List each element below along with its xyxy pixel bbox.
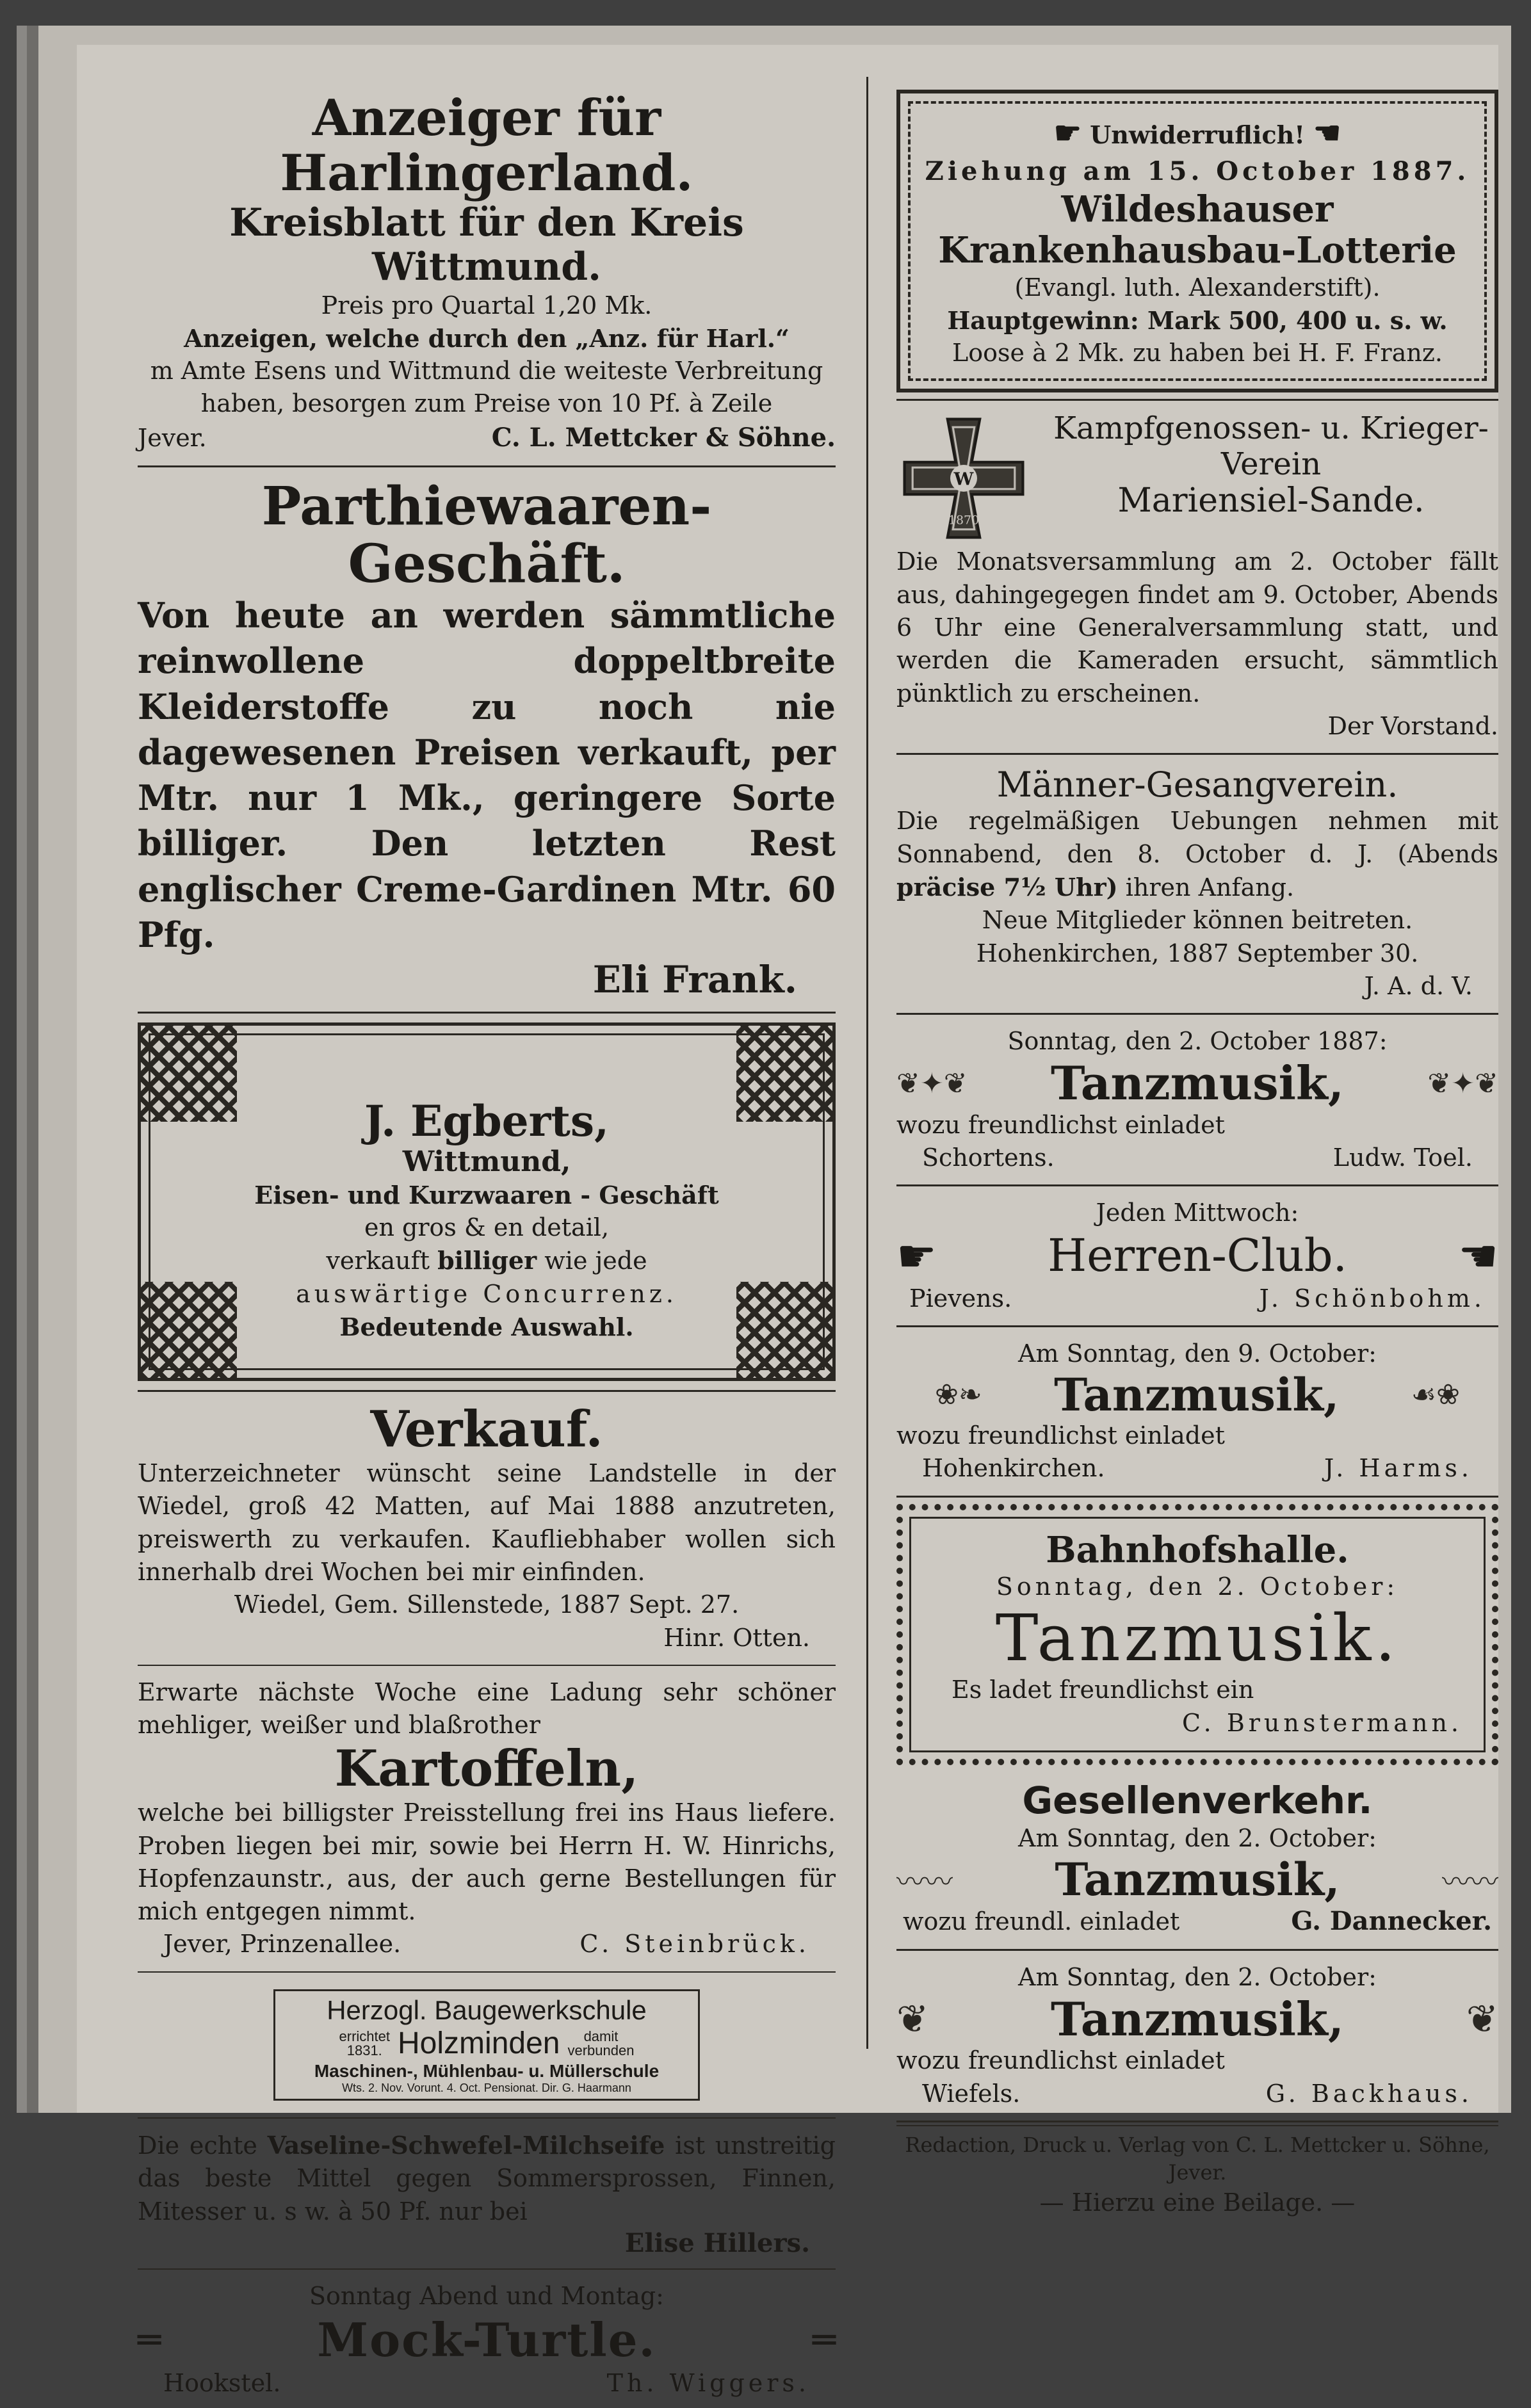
scroll-ornament-icon: ❦ (1466, 1996, 1498, 2042)
vaseline-product: Vaseline-Schwefel-Milchseife (267, 2131, 665, 2160)
bahnhof-date: Sonntag, den 2. October: (996, 1572, 1399, 1601)
bahnhof-invite: Es ladet freundlichst ein (952, 1676, 1254, 1704)
lotterie-title2: Krankenhausbau-Lotterie (938, 229, 1457, 272)
tanz1-invite: wozu freundlichst einladet (896, 1110, 1225, 1139)
krieger-text: Die Monatsversammlung am 2. October fällt aus, dahingegegen findet am 9. October, Abends 6 Uhr eine Generalversammlung statt, und werden die Kameraden ersucht, sämmtlich pünktlich zu erscheinen. (896, 547, 1498, 707)
krieger-title2: Verein (1220, 446, 1322, 482)
pointing-hand-icon: ☚ (1458, 1229, 1498, 1282)
krieger-title1: Kampfgenossen- u. Krieger- (1053, 410, 1489, 447)
lotterie-ad (896, 90, 1498, 392)
masthead-price: Preis pro Quartal 1,20 Mk. (321, 291, 652, 319)
egberts-line5: Bedeutende Auswahl. (339, 1313, 634, 1342)
divider (896, 399, 1498, 401)
herren-signature: J. Schönbohm. (1259, 1284, 1486, 1313)
egberts-line2: en gros & en detail, (364, 1213, 610, 1242)
tanz2-ad (896, 1330, 1498, 1493)
pointing-hand-icon: ☛ (896, 1229, 937, 1282)
masthead-publisher: C. L. Mettcker & Söhne. (491, 422, 836, 453)
pointing-hand-icon: ☚ (1313, 115, 1341, 151)
kartoffeln-place: Jever, Prinzenallee. (163, 1930, 401, 1959)
gesellen-big: Tanzmusik, (1055, 1852, 1340, 1906)
maenner-line2: Neue Mitglieder können beitreten. (982, 906, 1413, 935)
tanz3-date: Am Sonntag, den 2. October: (1018, 1962, 1377, 1991)
mock-ad (138, 2272, 836, 2408)
herren-line1: Jeden Mittwoch: (1096, 1199, 1299, 1227)
gesellen-date: Am Sonntag, den 2. October: (1018, 1823, 1377, 1852)
kartoffeln-intro: Erwarte nächste Woche eine Ladung sehr schöner mehliger, weißer und blaßrother (138, 1677, 836, 1740)
partie-signature: Eli Frank. (592, 958, 797, 1002)
kartoffeln-text: welche bei billigster Preisstellung frei ins Haus liefere. Proben liegen bei mir, sowie bei Herrn H. W. Hinrichs, Hopfenzaunstr., aus, der auch gerne Bestellungen für mich entgegen nimmt. (138, 1798, 836, 1926)
ornament-corner (736, 1282, 832, 1378)
tanz1-signature: Ludw. Toel. (1333, 1143, 1473, 1172)
gesellen-ad (896, 1772, 1498, 1946)
footer-line1: Redaction, Druck u. Verlag von C. L. Mettcker u. Söhne, Jever. (905, 2133, 1490, 2185)
divider (138, 2117, 836, 2119)
tanz3-invite: wozu freundlichst einladet (896, 2046, 1225, 2075)
egberts-line1: Eisen- und Kurzwaaren - Geschäft (254, 1180, 719, 1209)
masthead-place: Jever. (138, 423, 207, 452)
verkauf-dateline: Wiedel, Gem. Sillenstede, 1887 Sept. 27. (234, 1590, 740, 1619)
bahnhof-signature: C. Brunstermann. (1181, 1708, 1462, 1737)
mock-signature: Th. Wiggers. (606, 2369, 810, 2398)
pointing-hand-icon: ☛ (1053, 115, 1081, 151)
tanz3-title: Tanzmusik, (1051, 1992, 1344, 2047)
masthead-ads-line3: haben, besorgen zum Preise von 10 Pf. à Zeile (200, 389, 773, 418)
baugewerk-line2: errichtet 1831. Holzminden damit verbunden (339, 2026, 635, 2061)
footer-line2: — Hierzu eine Beilage. — (1039, 2188, 1356, 2217)
kartoffeln-signature: C. Steinbrück. (579, 1930, 810, 1959)
kartoffeln-footer (138, 1928, 836, 1960)
partie-title: Parthiewaaren-Geschäft. (261, 475, 712, 595)
masthead (138, 83, 836, 463)
gesellen-signature: G. Dannecker. (1291, 1905, 1492, 1936)
tanz3-ad (896, 1953, 1498, 2118)
baugewerk-ad (138, 1975, 836, 2115)
baugewerk-box (273, 1989, 700, 2101)
divider (138, 1971, 836, 1973)
scroll-ornament-icon: ❦ (896, 1996, 929, 2042)
mock-place: Hookstel. (163, 2369, 281, 2398)
divider (896, 1496, 1498, 1498)
lotterie-line4: Hauptgewinn: Mark 500, 400 u. s. w. (947, 305, 1448, 335)
scroll-ornament-icon: 〰〰 (896, 1866, 953, 1899)
footer (896, 2129, 1498, 2227)
svg-text:1870: 1870 (948, 513, 980, 528)
herren-place: Pievens. (909, 1284, 1012, 1313)
baugewerk-town: Holzminden (398, 2026, 560, 2061)
tanz3-signature: G. Backhaus. (1265, 2079, 1473, 2108)
floral-ornament-icon: ☙❀ (1411, 1378, 1460, 1412)
winged-cherub-icon: ❦✦❦ (1427, 1067, 1498, 1100)
masthead-title: Anzeiger für Harlingerland. (280, 89, 693, 202)
tanz2-title: Tanzmusik, (1054, 1368, 1340, 1422)
partie-ad (138, 470, 836, 1010)
verkauf-signature: Hinr. Otten. (663, 1623, 810, 1652)
lotterie-line2: Ziehung am 15. October 1887. (925, 156, 1470, 186)
masthead-ads-line2: m Amte Esens und Wittmund die weiteste Verbreitung (150, 357, 823, 385)
lotterie-line3: (Evangl. luth. Alexanderstift). (1014, 273, 1381, 302)
column-divider (866, 77, 868, 2049)
egberts-line3: verkauft billiger wie jede (326, 1246, 647, 1275)
right-column (896, 83, 1498, 2227)
gesellen-title: Gesellenverkehr. (1022, 1778, 1373, 1822)
maenner-signature: J. A. d. V. (1364, 971, 1473, 1000)
divider (896, 1013, 1498, 1015)
vaseline-ad (138, 2121, 836, 2266)
floral-ornament-icon: ❀❧ (935, 1378, 982, 1412)
divider (896, 1325, 1498, 1327)
tanz2-place: Hohenkirchen. (922, 1454, 1105, 1483)
mock-line1: Sonntag Abend und Montag: (309, 2281, 664, 2310)
maenner-ad (896, 757, 1498, 1010)
mock-title: Mock-Turtle. (317, 2313, 656, 2368)
vaseline-signature: Elise Hillers. (624, 2227, 810, 2258)
scroll-ornament-icon: 〰〰 (1441, 1866, 1498, 1899)
maenner-text: Die regelmäßigen Uebungen nehmen mit Sonnabend, den 8. October d. J. (Abends präcise 7½ Uhr) ihren Anfang. (896, 807, 1498, 901)
masthead-subtitle: Kreisblatt für den Kreis Wittmund. (229, 200, 744, 289)
divider (138, 2268, 836, 2270)
divider (896, 1184, 1498, 1186)
tanz1-date: Sonntag, den 2. October 1887: (1007, 1027, 1388, 1056)
egberts-ad (138, 1022, 836, 1381)
herren-title: Herren-Club. (1048, 1229, 1347, 1282)
double-rule: ═ (812, 2317, 836, 2363)
tanz1-ad (896, 1017, 1498, 1182)
partie-text: Von heute an werden sämmtliche reinwollene doppeltbreite Kleiderstoffe zu noch nie dagewesenen Preisen verkauft, per Mtr. nur 1 Mk., geringere Sorte billiger. Den letzten Rest englischer Creme-Gardinen Mtr. 60 Pfg. (138, 595, 836, 956)
double-rule: ═ (138, 2317, 161, 2363)
krieger-signature: Der Vorstand. (1327, 711, 1498, 740)
bahnhof-ad (896, 1504, 1498, 1765)
baugewerk-line4: Wts. 2. Nov. Vorunt. 4. Oct. Pensionat. Dir. G. Haarmann (342, 2081, 631, 2095)
lotterie-title1: Wildeshauser (1061, 188, 1334, 230)
egberts-town: Wittmund, (402, 1145, 571, 1179)
left-column (138, 83, 836, 2408)
divider (138, 1665, 836, 1666)
tanz3-place: Wiefels. (922, 2079, 1021, 2108)
vaseline-text: Die echte Vaseline-Schwefel-Milchseife ist unstreitig das beste Mittel gegen Sommersprossen, Finnen, Mitesser u. s w. à 50 Pf. nur bei (138, 2131, 836, 2226)
winged-cherub-icon: ❦✦❦ (896, 1067, 968, 1100)
tanz1-title: Tanzmusik, (1051, 1056, 1344, 1111)
ornament-corner (141, 1026, 237, 1122)
masthead-ads-line1: Anzeigen, welche durch den „Anz. für Harl.“ (184, 323, 790, 353)
verkauf-text: Unterzeichneter wünscht seine Landstelle in der Wiedel, groß 42 Matten, auf Mai 1888 anzutreten, preiswerth zu verkaufen. Kaufliebhaber wollen sich innerhalb drei Wochen bei mir einfinden. (138, 1459, 836, 1586)
baugewerk-line3: Maschinen-, Mühlenbau- u. Müllerschule (314, 2061, 660, 2081)
divider (138, 465, 836, 467)
bahnhof-big: Tanzmusik. (995, 1601, 1400, 1676)
divider (896, 753, 1498, 755)
bahnhof-title: Bahnhofshalle. (1046, 1528, 1349, 1571)
tanz2-signature: J. Harms. (1324, 1454, 1473, 1483)
divider (138, 1390, 836, 1392)
krieger-title3: Mariensiel-Sande. (1117, 481, 1425, 520)
divider (896, 2125, 1498, 2126)
tanz1-place: Schortens. (922, 1143, 1055, 1172)
iron-cross-icon (896, 411, 1031, 545)
baugewerk-line1: Herzogl. Baugewerkschule (327, 1994, 647, 2025)
maenner-title: Männer-Gesangverein. (996, 764, 1398, 805)
lotterie-line5: Loose à 2 Mk. zu haben bei H. F. Franz. (952, 339, 1443, 368)
egberts-name: J. Egberts, (364, 1096, 610, 1147)
kartoffeln-title: Kartoffeln, (334, 1740, 639, 1798)
divider (896, 2121, 1498, 2122)
egberts-line4: auswärtige Concurrenz. (296, 1279, 677, 1308)
maenner-dateline: Hohenkirchen, 1887 September 30. (976, 939, 1419, 967)
ornament-corner (736, 1026, 832, 1122)
verkauf-title: Verkauf. (370, 1400, 603, 1459)
divider (138, 1012, 836, 1014)
herren-ad (896, 1189, 1498, 1323)
gesellen-invite: wozu freundl. einladet (903, 1907, 1180, 1935)
masthead-footer (138, 421, 836, 455)
ornament-corner (141, 1282, 237, 1378)
krieger-ad (896, 403, 1498, 750)
lotterie-line1: ☛ Unwiderruflich! ☚ (1053, 115, 1341, 151)
svg-text:W: W (953, 469, 974, 490)
tanz2-date: Am Sonntag, den 9. October: (1018, 1339, 1377, 1368)
tanz2-invite: wozu freundlichst einladet (896, 1421, 1225, 1450)
mock-footer (138, 2367, 836, 2400)
divider (896, 1949, 1498, 1951)
verkauf-ad (138, 1394, 836, 1662)
kartoffeln-ad (138, 1669, 836, 1969)
